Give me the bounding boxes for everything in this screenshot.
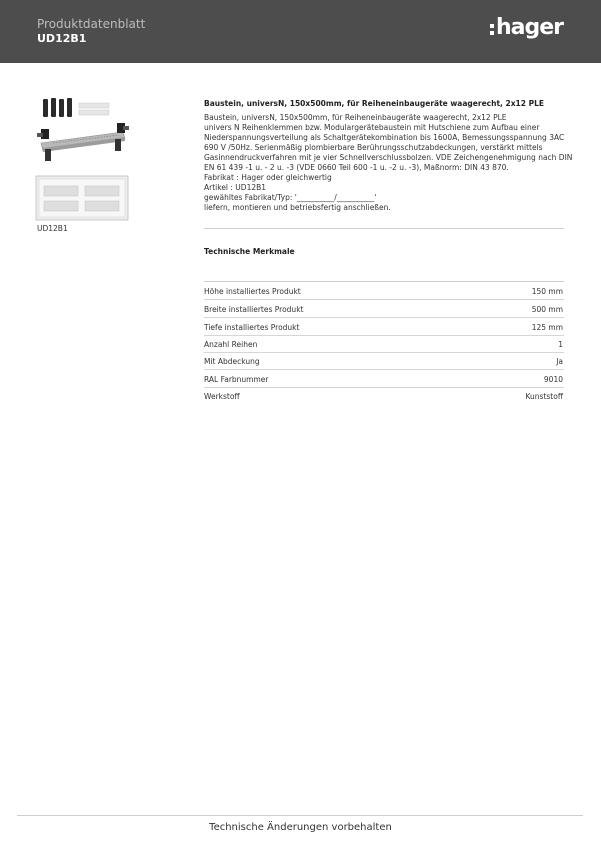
page-header — [0, 0, 601, 63]
spec-row — [204, 370, 564, 388]
description-line: Fabrikat : Hager oder gleichwertig — [204, 173, 332, 182]
din-rail-icon — [37, 123, 129, 161]
spec-row — [204, 335, 564, 353]
cover-plate-icon — [36, 176, 128, 220]
hager-logo — [490, 15, 563, 41]
spec-label: Mit Abdeckung — [204, 357, 260, 366]
spec-row — [204, 352, 564, 370]
spec-label: Tiefe installiertes Produkt — [204, 323, 300, 332]
header-kicker: Produktdatenblatt — [37, 17, 146, 31]
spec-row — [204, 318, 564, 336]
specs-section-title: Technische Merkmale — [204, 247, 295, 256]
blank-strips-icon — [79, 103, 109, 115]
spec-label: RAL Farbnummer — [204, 375, 269, 384]
description-line: Niederspannungsverteilung als Schaltgerätekombination bis 1600A, Bemessungsspannung 3AC — [204, 133, 565, 142]
product-headline: Baustein, universN, 150x500mm, für Reiheneinbaugeräte waagerecht, 2x12 PLE — [204, 99, 544, 108]
spec-label: Breite installiertes Produkt — [204, 305, 304, 314]
spec-value: 9010 — [543, 375, 563, 384]
spec-value: 150 mm — [531, 287, 563, 296]
spec-label: Anzahl Reihen — [204, 340, 258, 349]
spec-label: Höhe installiertes Produkt — [204, 287, 301, 296]
spec-value: 1 — [558, 340, 563, 349]
description-line: gewähltes Fabrikat/Typ: '__________/__________' — [204, 193, 377, 202]
footer-note: Technische Änderungen vorbehalten — [209, 822, 392, 833]
logo-dots-icon — [490, 24, 494, 35]
spec-value: 500 mm — [531, 305, 563, 314]
product-description — [204, 113, 574, 213]
spec-row — [204, 300, 564, 318]
image-caption: UD12B1 — [37, 224, 68, 233]
description-line: univers N Reihenklemmen bzw. Modulargerätebaustein mit Hutschiene zum Aufbau einer — [204, 123, 540, 132]
spec-row — [204, 282, 564, 300]
description-line: 690 V /50Hz. Serienmäßig plombierbare Berührungsschutzabdeckungen, verstärkt mittels — [204, 143, 543, 152]
logo-text: hager — [496, 15, 564, 40]
spec-label: Werkstoff — [204, 392, 240, 401]
description-line: Artikel : UD12B1 — [204, 183, 267, 192]
section-divider — [204, 228, 564, 229]
spec-row — [204, 387, 564, 404]
product-image — [33, 95, 133, 223]
spec-value: 125 mm — [531, 323, 563, 332]
spec-value: Kunststoff — [525, 392, 563, 401]
footer-divider — [17, 815, 583, 816]
description-line: Gasinnendruckverfahren mit je vier Schnellverschlussbolzen. VDE Zeichengenehmigung nach DIN — [204, 153, 573, 162]
description-line: Baustein, universN, 150x500mm, für Reiheneinbaugeräte waagerecht, 2x12 PLE — [204, 113, 507, 122]
description-line: EN 61 439 -1 u. - 2 u. -3 (VDE 0660 Teil 600 -1 u. -2 u. -3), Maßnorm: DIN 43 870. — [204, 163, 509, 172]
spec-value: Ja — [556, 357, 563, 366]
clamp-parts-icon — [43, 98, 72, 117]
header-title: UD12B1 — [37, 32, 87, 45]
description-line: liefern, montieren und betriebsfertig anschließen. — [204, 203, 391, 212]
